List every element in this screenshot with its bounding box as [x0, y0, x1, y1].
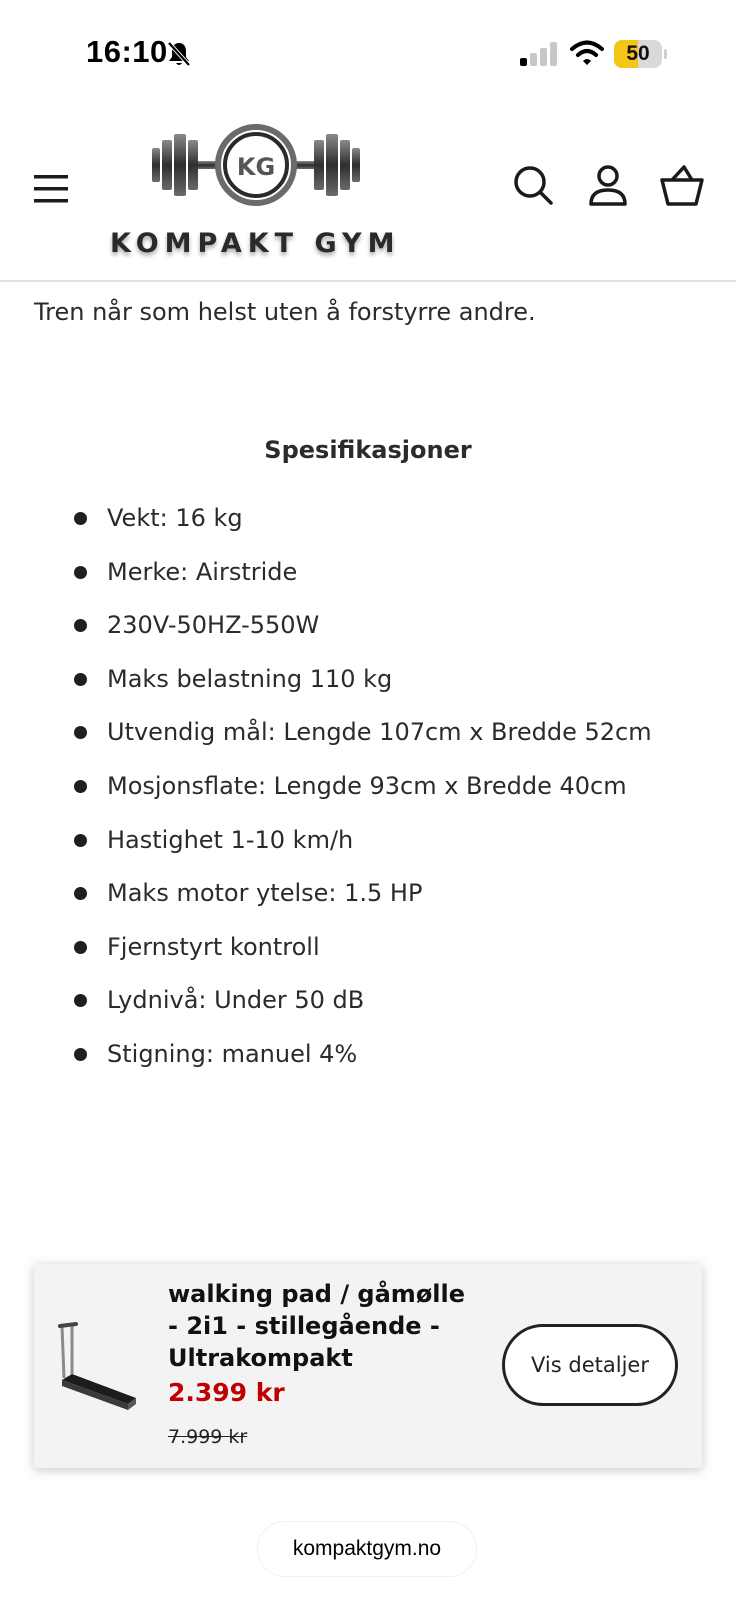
spec-text: Utvendig mål: Lengde 107cm x Bredde 52cm	[107, 718, 652, 747]
bullet-icon	[74, 619, 87, 632]
logo-text: KOMPAKT GYM	[110, 228, 401, 259]
bullet-icon	[74, 1048, 87, 1061]
spec-text: 230V-50HZ-550W	[107, 611, 320, 640]
list-item	[0, 599, 736, 653]
basket-icon[interactable]	[658, 164, 706, 208]
bullet-icon	[74, 994, 87, 1007]
list-item	[0, 867, 736, 921]
product-thumbnail[interactable]	[54, 1318, 144, 1418]
product-title[interactable]: walking pad / gåmølle - 2i1 - stillegående - Ultrakompakt	[168, 1280, 466, 1372]
bullet-icon	[74, 673, 87, 686]
spec-text: Vekt: 16 kg	[107, 504, 243, 532]
logo-initials: KG	[236, 153, 276, 181]
battery-level: 50	[626, 42, 650, 65]
spec-text: Hastighet 1-10 km/h	[107, 825, 354, 854]
list-item	[0, 760, 736, 814]
spec-text: Lydnivå: Under 50 dB	[107, 986, 365, 1015]
list-item	[0, 653, 736, 707]
bullet-icon	[74, 780, 87, 793]
battery-body	[614, 40, 662, 68]
bullet-icon	[74, 834, 87, 847]
search-icon[interactable]	[512, 164, 556, 208]
list-item	[0, 974, 736, 1028]
view-details-button[interactable]: Vis detaljer	[502, 1324, 678, 1406]
list-item	[0, 492, 736, 546]
spec-text: Mosjonsflate: Lengde 93cm x Bredde 40cm	[107, 771, 627, 800]
barbell-logo-icon	[110, 118, 400, 228]
site-logo[interactable]	[110, 118, 400, 268]
sticky-product-bar	[34, 1264, 702, 1468]
battery-nub	[664, 49, 667, 59]
bullet-icon	[74, 941, 87, 954]
list-item	[0, 814, 736, 868]
spec-text: Maks motor ytelse: 1.5 HP	[107, 879, 423, 908]
spec-list	[0, 492, 736, 1082]
list-item	[0, 1028, 736, 1082]
account-icon[interactable]	[586, 164, 630, 208]
list-item	[0, 921, 736, 975]
spec-text: Maks belastning 110 kg	[107, 664, 393, 693]
bullet-icon	[74, 726, 87, 739]
bullet-icon	[74, 566, 87, 579]
list-item	[0, 546, 736, 600]
product-price: 2.399 kr	[168, 1378, 285, 1407]
status-bar	[0, 0, 736, 100]
status-time: 16:10	[86, 34, 168, 69]
list-item	[0, 706, 736, 760]
spec-text: Fjernstyrt kontroll	[107, 932, 320, 961]
bullet-icon	[74, 512, 87, 525]
product-old-price: 7.999 kr	[168, 1426, 248, 1448]
cellular-signal-icon	[520, 42, 560, 66]
browser-url-pill[interactable]: kompaktgym.no	[258, 1522, 476, 1576]
spec-text: Stigning: manuel 4%	[107, 1039, 358, 1068]
wifi-icon	[570, 40, 604, 66]
bullet-icon	[74, 887, 87, 900]
bell-slash-icon	[166, 40, 192, 68]
spec-text: Merke: Airstride	[107, 557, 298, 586]
spec-heading: Spesifikasjoner	[264, 436, 472, 464]
hamburger-menu-icon[interactable]	[32, 170, 74, 210]
site-header	[0, 100, 736, 282]
battery-icon	[614, 40, 666, 68]
intro-text: Tren når som helst uten å forstyrre andre.	[34, 298, 536, 326]
